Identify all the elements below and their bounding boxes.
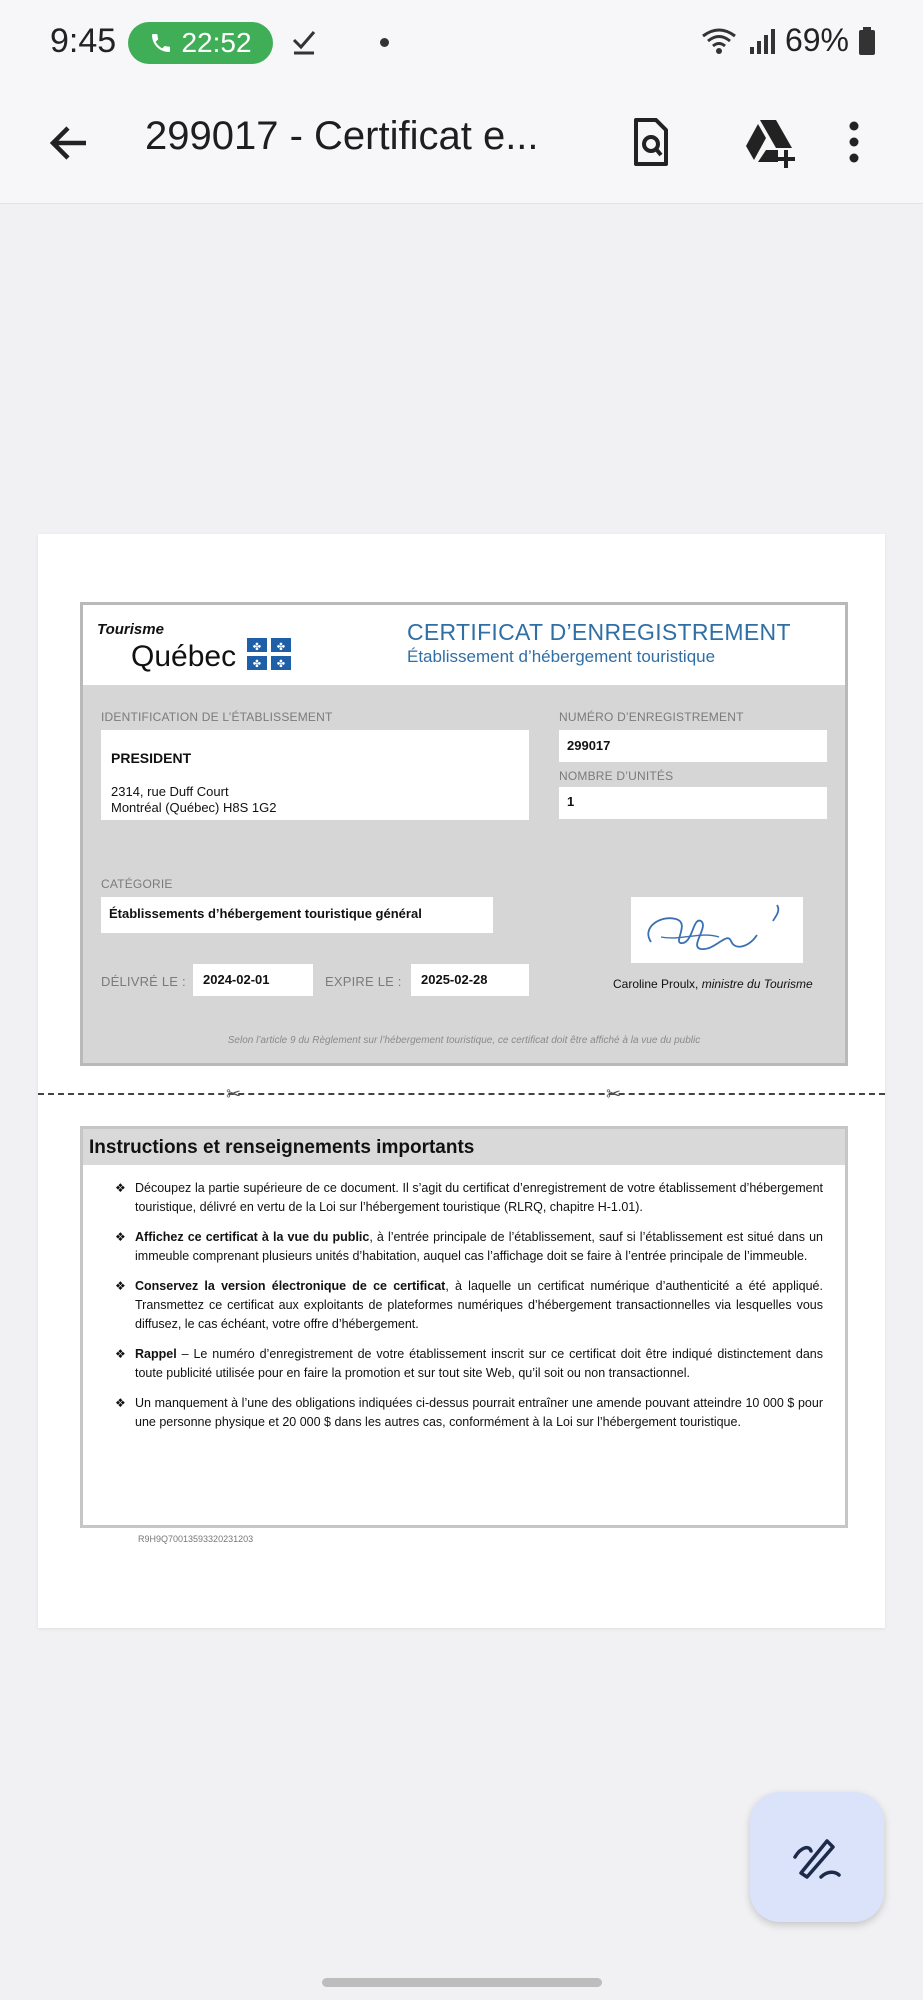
units-box [559, 787, 827, 819]
expires-date: 2025-02-28 [421, 972, 488, 987]
category-label: CATÉGORIE [101, 877, 173, 891]
units-value: 1 [567, 794, 575, 809]
signature [631, 897, 803, 963]
expires-label: EXPIRE LE : [325, 974, 402, 989]
establishment-name: PRESIDENT [111, 750, 192, 766]
more-options-icon[interactable] [842, 114, 866, 170]
wifi-icon [699, 26, 739, 56]
scissors-icon: ✂ [226, 1084, 242, 1104]
clock: 9:45 [50, 22, 117, 60]
annotate-button[interactable] [750, 1792, 884, 1922]
certificate-title-block [407, 619, 827, 667]
list-item [115, 1228, 823, 1266]
logo-tourisme-text: Tourisme [97, 621, 164, 638]
pen-edit-icon [787, 1827, 847, 1887]
pdf-page[interactable] [38, 534, 885, 1628]
home-gesture-bar[interactable] [322, 1978, 602, 1987]
list-item [115, 1277, 823, 1334]
cut-line [38, 1093, 885, 1095]
instructions-heading: Instructions et renseignements importants [83, 1129, 845, 1165]
instructions-list [83, 1165, 845, 1432]
notification-dot [380, 38, 389, 47]
item-text: Découpez la partie supérieure de ce document. Il s’agit du certificat d’enregistrement de votre établissement d’hébergement touristique, délivré en vertu de la Loi sur l’hébergement touristique (RLRQ, chapitre H-1.01). [135, 1181, 823, 1214]
scissors-icon: ✂ [606, 1084, 622, 1104]
item-text: , à laquelle un certificat numérique d’authenticité a été appliqué. Transmettez ce certificat aux exploitants de plateformes numériques d’hébergement transactionnelles via lesquelles vous diffusez, le cas échéant, votre offre d’hébergement. [135, 1279, 823, 1331]
svg-text:✤: ✤ [276, 642, 285, 653]
category-box [101, 897, 493, 933]
address-line-1: 2314, rue Duff Court [111, 784, 229, 799]
instructions-box [80, 1126, 848, 1528]
issued-date: 2024-02-01 [203, 972, 270, 987]
document-search-icon[interactable] [622, 114, 678, 170]
item-text: , à l’entrée principale de l’établissement, sauf si l’établissement est situé dans un immeuble comprenant plusieurs unités d’habitation, auquel cas l’affichage doit se faire à l’entrée principale de l’immeuble. [135, 1230, 823, 1263]
add-to-drive-icon[interactable] [740, 114, 796, 170]
status-bar [0, 0, 923, 86]
category-value: Établissements d’hébergement touristique général [109, 906, 422, 921]
app-bar [0, 86, 923, 204]
tourisme-quebec-logo [97, 621, 291, 672]
bullet-icon: ❖ [115, 1396, 126, 1410]
ongoing-call-chip[interactable] [128, 22, 273, 64]
bullet-icon: ❖ [115, 1347, 126, 1361]
logo-quebec-text: Québec [131, 640, 237, 673]
item-text: Un manquement à l’une des obligations indiquées ci-dessus pourrait entraîner une amende pouvant atteindre 10 000 $ pour une personne physique et 20 000 $ dans les autres cas, conformément à la Loi sur l’hébergement touristique. [135, 1396, 823, 1429]
registration-number: 299017 [567, 738, 611, 753]
certificate-header [83, 605, 845, 685]
signatory-role: ministre du Tourisme [701, 977, 813, 991]
units-label: NOMBRE D’UNITÉS [559, 769, 674, 783]
item-bold-text: Rappel [135, 1347, 177, 1361]
identification-label: IDENTIFICATION DE L’ÉTABLISSEMENT [101, 710, 333, 724]
battery-icon [859, 27, 875, 55]
certificate-subtitle: Établissement d’hébergement touristique [407, 647, 716, 666]
list-item [115, 1179, 823, 1217]
document-title: 299017 - Certificat e... [145, 114, 539, 158]
item-bold-text: Affichez ce certificat à la vue du public [135, 1230, 370, 1244]
bullet-icon: ❖ [115, 1279, 126, 1293]
call-duration: 22:52 [181, 27, 252, 58]
signal-icon [749, 27, 775, 55]
battery-percent: 69% [784, 22, 849, 58]
issued-box [193, 964, 313, 996]
item-bold-text: Conservez la version électronique de ce certificat [135, 1279, 446, 1293]
signatory [613, 977, 813, 991]
expires-box [411, 964, 529, 996]
display-notice: Selon l’article 9 du Règlement sur l’hébergement touristique, ce certificat doit être affiché à la vue du public [227, 1035, 701, 1046]
svg-text:✤: ✤ [252, 659, 261, 670]
signatory-name: Caroline Proulx, [613, 977, 699, 991]
back-arrow-icon[interactable] [42, 116, 96, 170]
signature-scrawl [631, 897, 803, 963]
list-item [115, 1345, 823, 1383]
certificate-title: CERTIFICAT D’ENREGISTREMENT [407, 619, 791, 645]
list-item [115, 1394, 823, 1432]
phone-icon [149, 31, 173, 55]
registration-box [559, 730, 827, 762]
document-code: R9H9Q70013593320231203 [138, 1534, 254, 1544]
item-text: – Le numéro d’enregistrement de votre établissement inscrit sur ce certificat doit être indiqué distinctement dans toute publicité utilisée pour en faire la promotion et sur tout site Web, qu’il soit ou non transactionnel. [135, 1347, 823, 1380]
issued-label: DÉLIVRÉ LE : [101, 974, 186, 989]
quebec-flag-icon [247, 638, 291, 670]
registration-label: NUMÉRO D’ENREGISTREMENT [559, 710, 744, 724]
status-icons [699, 22, 875, 59]
identification-box [101, 730, 529, 820]
download-done-icon [290, 26, 318, 56]
bullet-icon: ❖ [115, 1181, 126, 1195]
address-line-2: Montréal (Québec) H8S 1G2 [111, 800, 277, 815]
certificate [80, 602, 848, 1066]
svg-text:✤: ✤ [276, 659, 285, 670]
bullet-icon: ❖ [115, 1230, 126, 1244]
svg-text:✤: ✤ [252, 642, 261, 653]
